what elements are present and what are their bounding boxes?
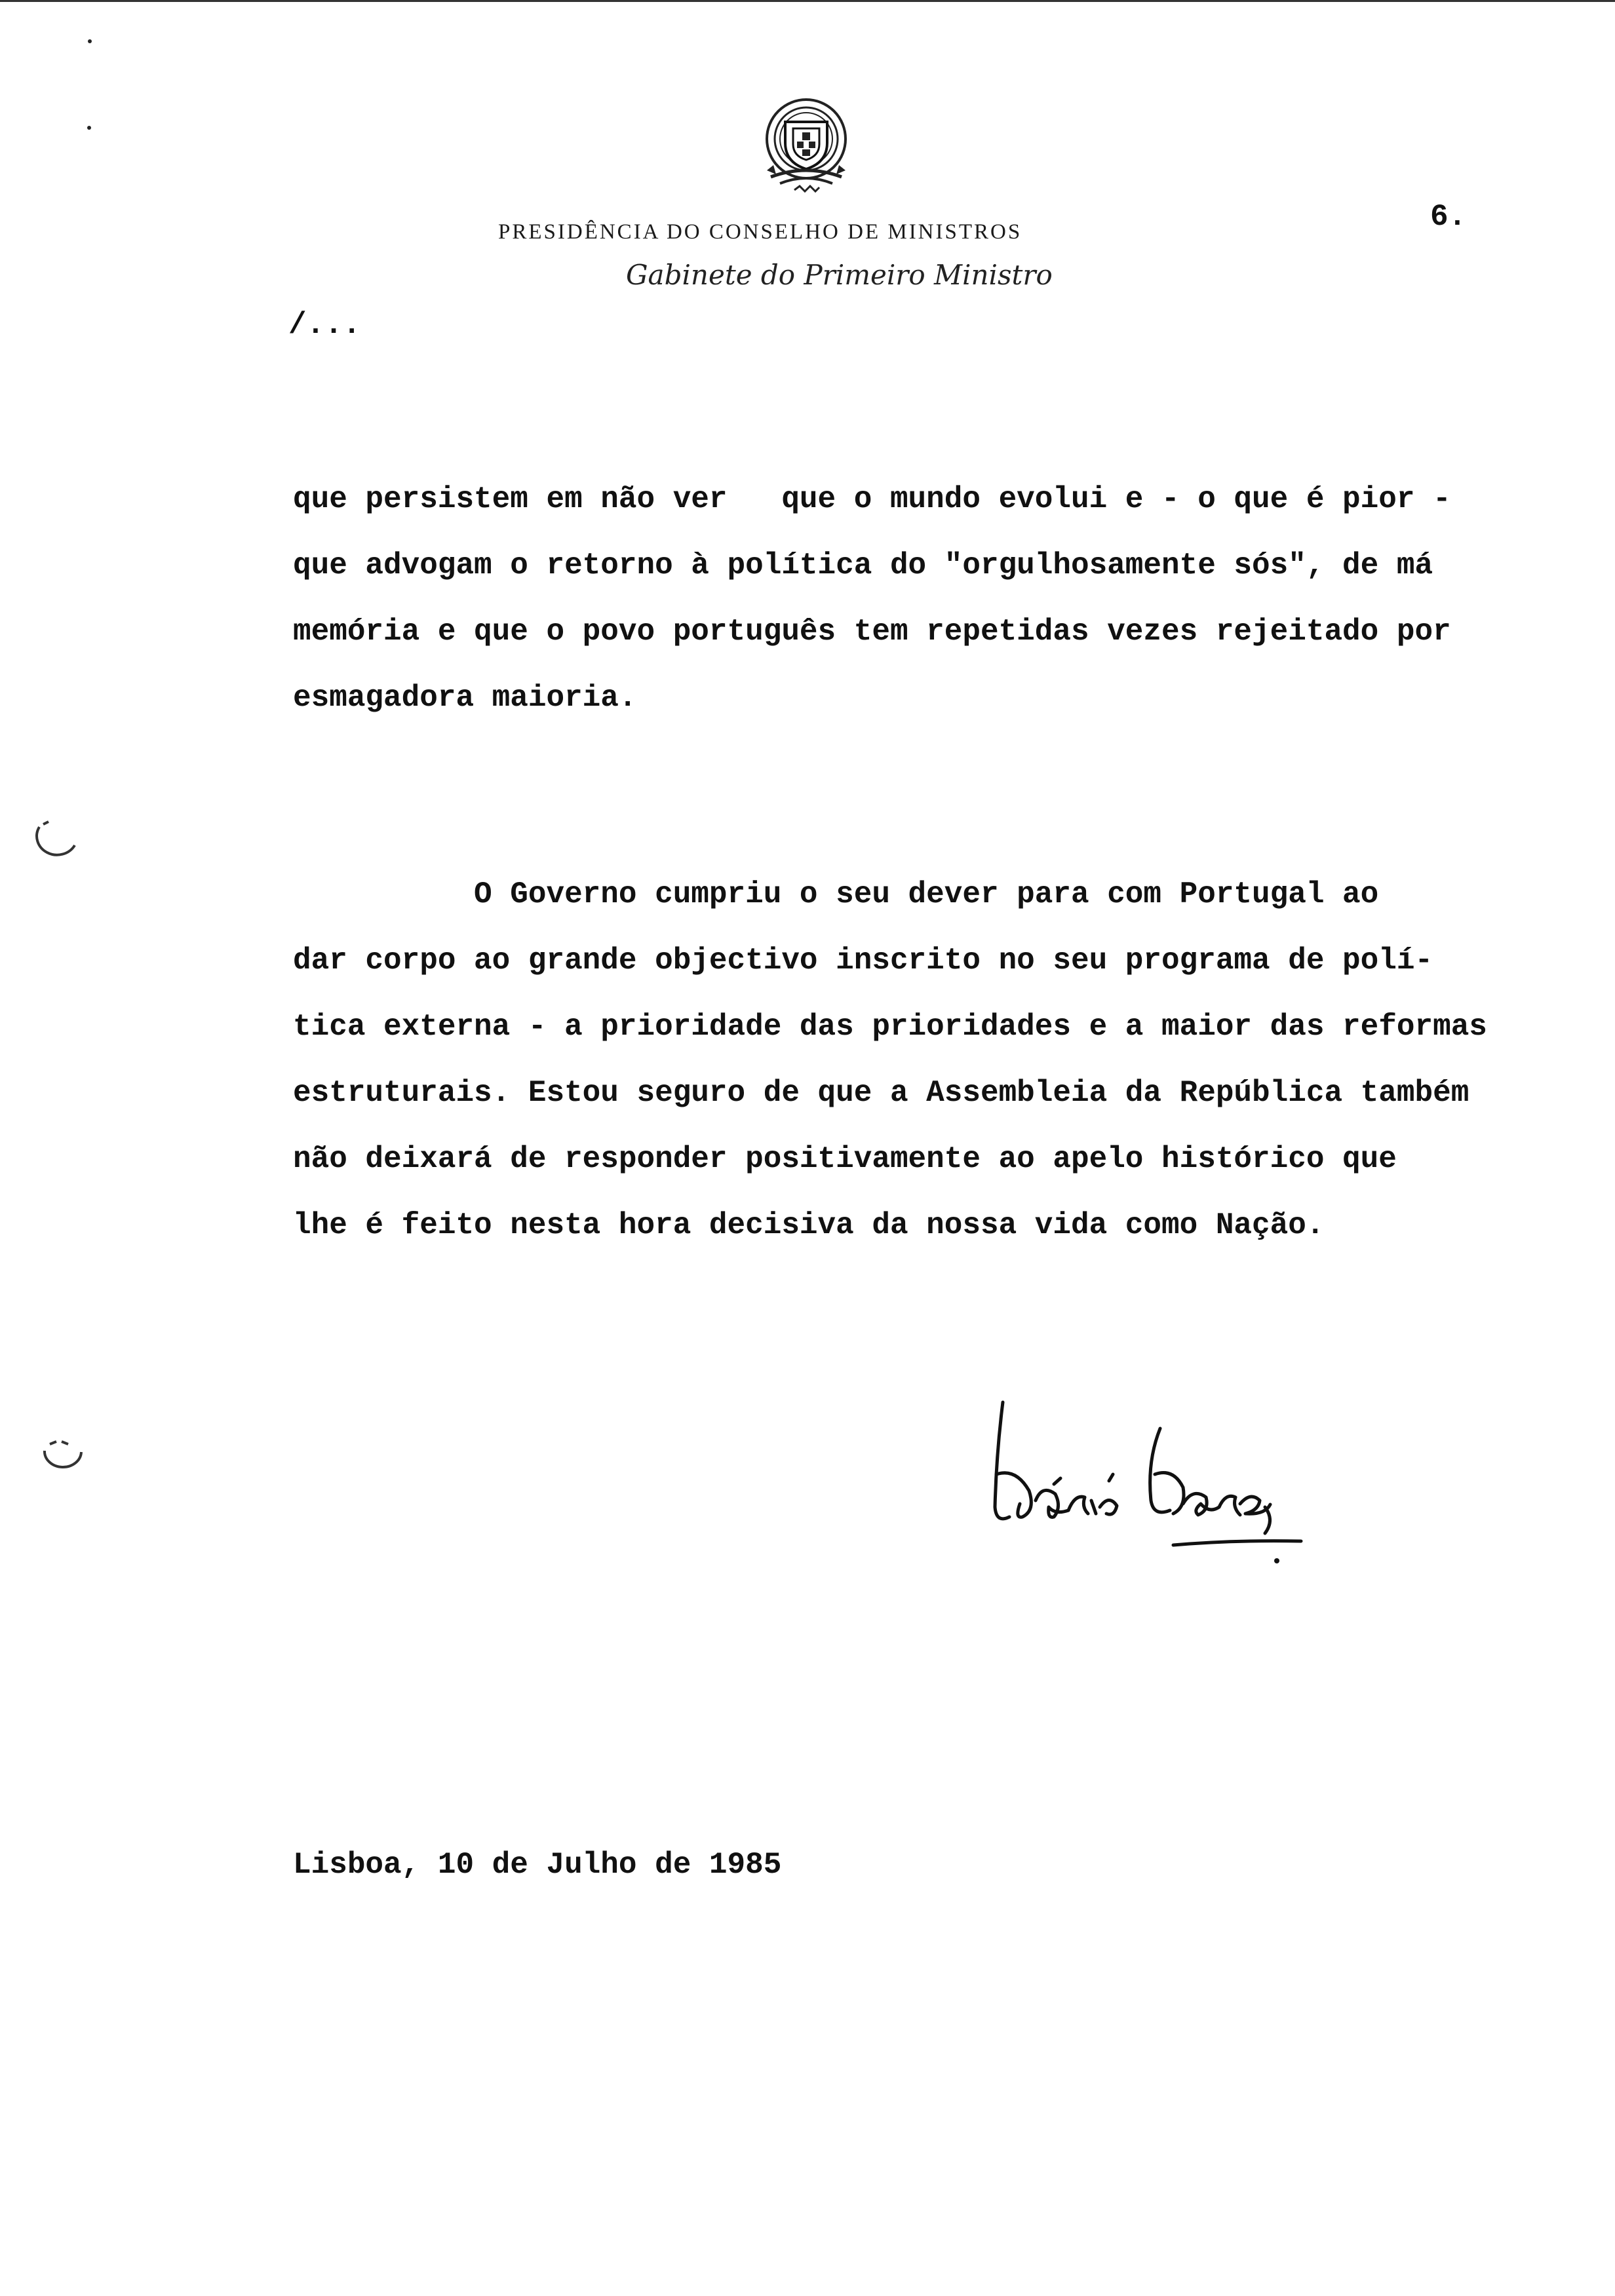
text-line: estruturais. Estou seguro de que a Assembleia da República também [293,1076,1469,1110]
text-line: tica externa - a prioridade das prioridades e a maior das reformas [293,1010,1487,1044]
text-line: não deixará de responder positivamente ao apelo histórico que [293,1142,1397,1176]
text-line: esmagadora maioria. [293,681,637,715]
scan-speck [87,126,91,130]
place-and-date: Lisboa, 10 de Julho de 1985 [293,1848,782,1882]
paragraph-2 [293,862,1487,1259]
page-number: 6. [1430,200,1467,234]
top-edge-rule [0,0,1615,2]
text-line: O Governo cumpriu o seu dever para com Portugal ao [293,877,1379,911]
coat-of-arms-emblem [747,92,865,206]
continuation-mark: /... [288,308,361,342]
office-title: PRESIDÊNCIA DO CONSELHO DE MINISTROS [498,220,1022,244]
scan-speck [88,39,92,43]
punch-hole-upper [34,819,80,858]
text-line: que advogam o retorno à política do "orgulhosamente sós", de má [293,548,1433,583]
cabinet-subtitle: Gabinete do Primeiro Ministro [626,259,1053,291]
text-line: lhe é feito nesta hora decisiva da nossa vida como Nação. [293,1208,1325,1242]
punch-hole-lower [41,1435,87,1474]
paragraph-1 [293,467,1451,731]
text-line: memória e que o povo português tem repetidas vezes rejeitado por [293,615,1451,649]
handwritten-signature [957,1376,1324,1566]
text-line: dar corpo ao grande objectivo inscrito no seu programa de polí- [293,944,1433,978]
text-line: que persistem em não ver que o mundo evolui e - o que é pior - [293,482,1451,516]
